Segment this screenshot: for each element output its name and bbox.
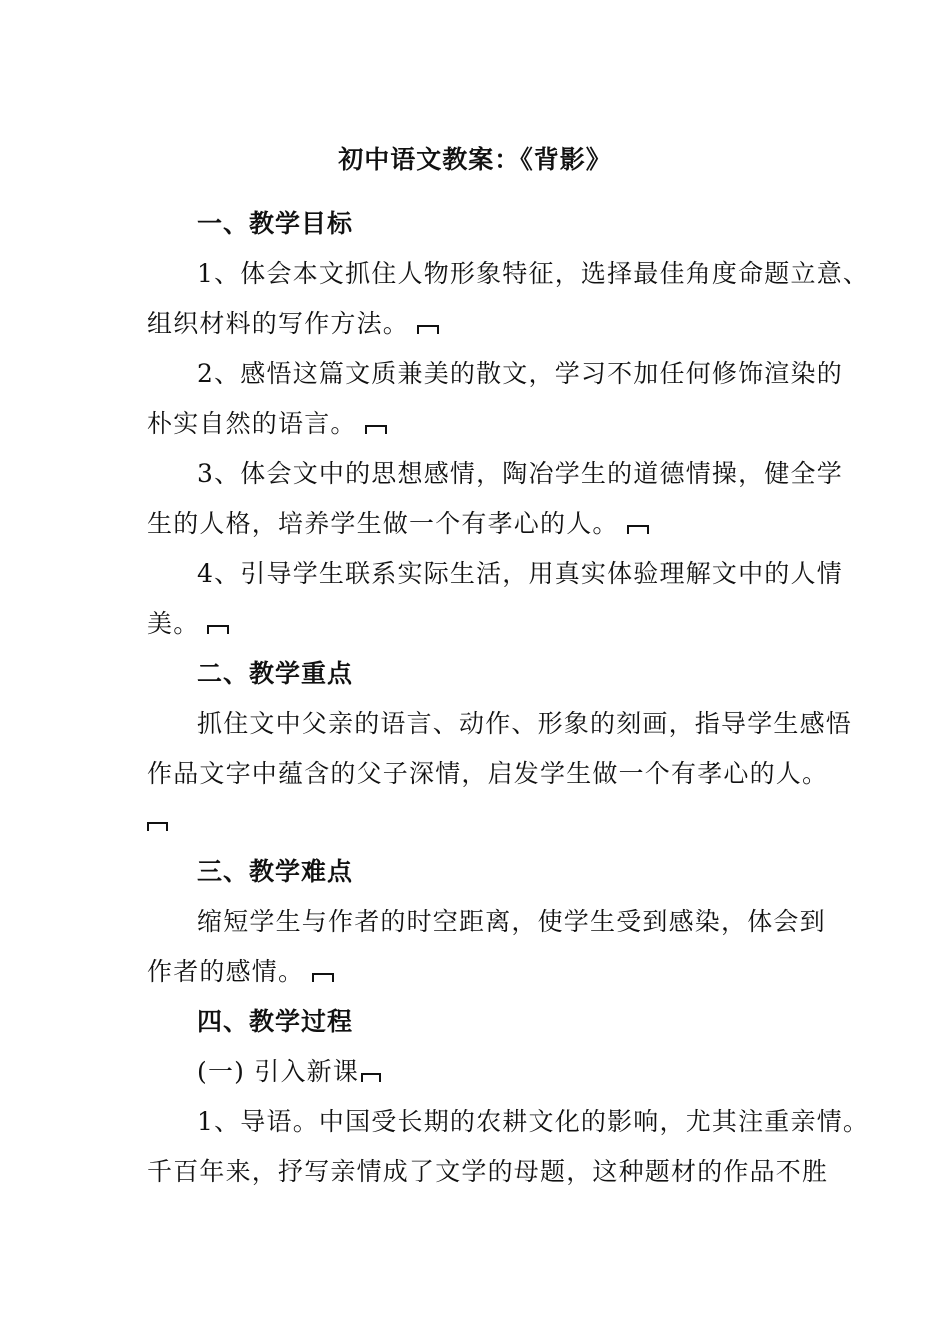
subsection-heading — [197, 1055, 381, 1089]
document-title: 初中语文教案：《背影》 — [338, 145, 612, 174]
paragraph-line: 缩短学生与作者的时空距离，使学生受到感染，体会到 — [197, 907, 826, 936]
paragraph-line: 2、感悟这篇文质兼美的散文，学习不加任何修饰渲染的 — [197, 359, 843, 388]
paragraph-line: 3、体会文中的思想感情，陶冶学生的道德情操，健全学 — [197, 459, 843, 488]
paragraph-mark-icon — [147, 822, 168, 831]
paragraph-text: 作者的感情。 — [147, 957, 305, 986]
paragraph-mark-icon — [627, 525, 649, 534]
paragraph-line — [147, 507, 649, 541]
paragraph-text: 美。 — [147, 609, 200, 638]
section-heading-objectives: 一、教学目标 — [197, 209, 354, 238]
paragraph-line: 1、导语。中国受长期的农耕文化的影响，尤其注重亲情。 — [197, 1107, 870, 1136]
paragraph-line — [147, 955, 334, 989]
section-heading-key-points: 二、教学重点 — [197, 659, 354, 688]
section-heading-process: 四、教学过程 — [197, 1007, 354, 1036]
paragraph-mark-icon — [365, 425, 387, 434]
paragraph-line: 4、引导学生联系实际生活，用真实体验理解文中的人情 — [197, 559, 843, 588]
paragraph-line — [147, 607, 229, 641]
paragraph-line: 千百年来，抒写亲情成了文学的母题，这种题材的作品不胜 — [147, 1157, 829, 1186]
paragraph-line — [147, 407, 387, 441]
paragraph-line — [147, 307, 439, 341]
paragraph-text: 朴实自然的语言。 — [147, 409, 357, 438]
subsection-text: (一) 引入新课 — [197, 1057, 360, 1086]
paragraph-mark-icon — [312, 973, 334, 982]
paragraph-mark-icon — [207, 625, 229, 634]
paragraph-mark-icon — [361, 1073, 381, 1082]
paragraph-line: 抓住文中父亲的语言、动作、形象的刻画，指导学生感悟 — [197, 709, 853, 738]
section-heading-difficulties: 三、教学难点 — [197, 857, 354, 886]
paragraph-line: 1、体会本文抓住人物形象特征，选择最佳角度命题立意、 — [197, 259, 870, 288]
paragraph-mark-icon — [417, 325, 439, 334]
paragraph-line: 作品文字中蕴含的父子深情，启发学生做一个有孝心的人。 — [147, 759, 829, 788]
paragraph-text: 组织材料的写作方法。 — [147, 309, 410, 338]
paragraph-text: 生的人格，培养学生做一个有孝心的人。 — [147, 509, 619, 538]
